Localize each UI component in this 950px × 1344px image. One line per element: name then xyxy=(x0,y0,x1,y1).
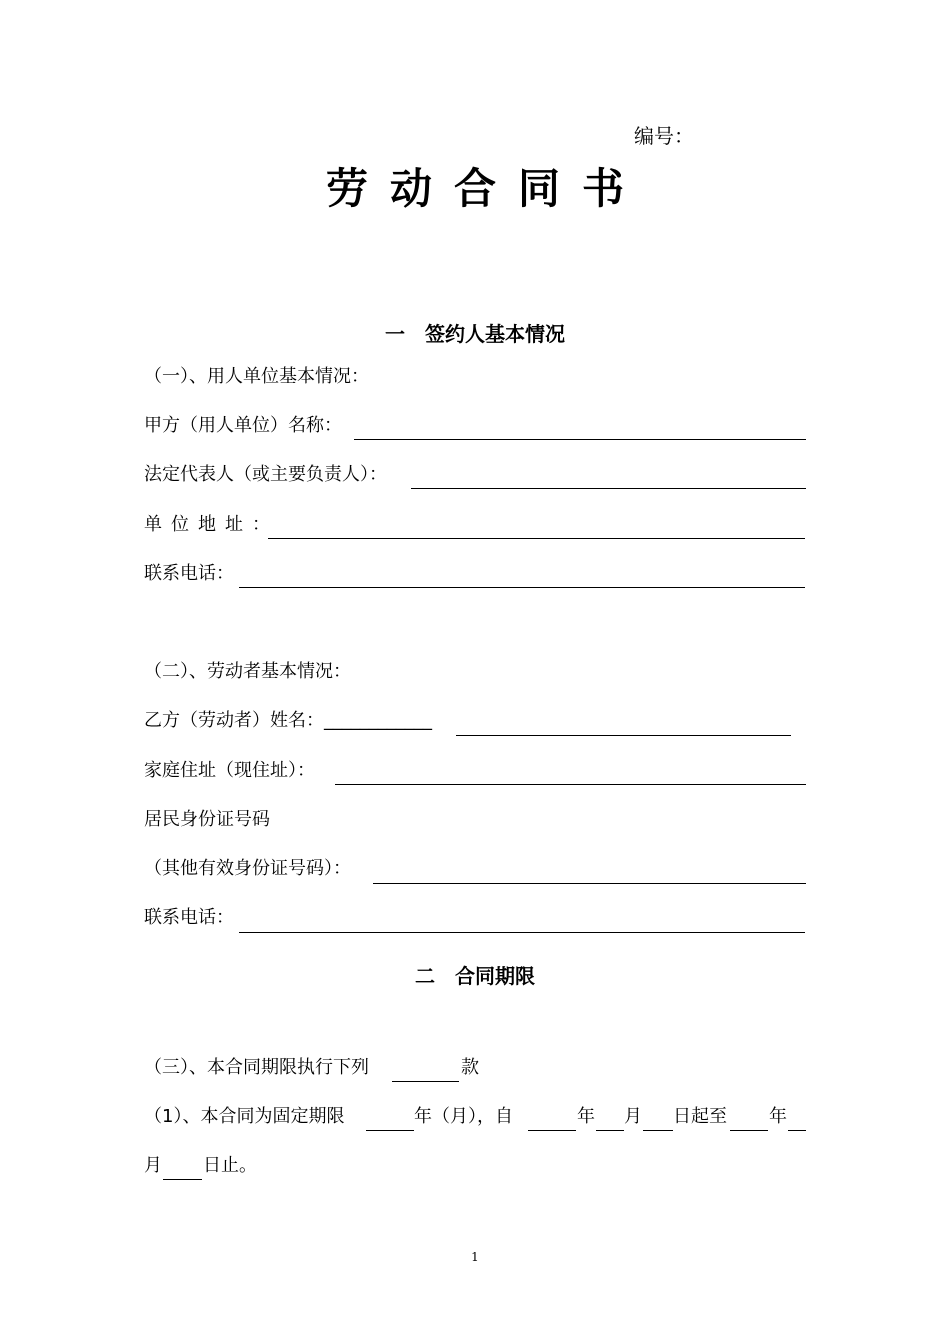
employer-name-label: 甲方（用人单位）名称： xyxy=(144,415,342,436)
end-day-field[interactable] xyxy=(163,1179,202,1180)
legal-representative-label: 法定代表人（或主要负责人）： xyxy=(144,464,387,485)
page-number: 1 xyxy=(471,1250,479,1264)
clause-3-suffix: 款 xyxy=(461,1057,479,1078)
start-year-field[interactable] xyxy=(528,1130,576,1131)
section-2-heading: 二 合同期限 xyxy=(415,964,535,988)
legal-representative-field[interactable] xyxy=(411,488,806,489)
employee-name-label: 乙方（劳动者）姓名：____________ xyxy=(144,710,432,731)
employee-subheading: （二）、劳动者基本情况： xyxy=(144,661,351,682)
home-address-field[interactable] xyxy=(335,784,806,785)
employer-phone-label: 联系电话： xyxy=(144,563,234,584)
id-number-label: 居民身份证号码 xyxy=(144,809,270,830)
end-day-text: 日止。 xyxy=(203,1155,257,1176)
id-number-field[interactable] xyxy=(373,883,806,884)
start-year-text: 年 xyxy=(577,1106,595,1127)
home-address-label: 家庭住址（现住址）： xyxy=(144,760,315,781)
clause-1-prefix: （1）、本合同为固定期限 xyxy=(144,1106,345,1127)
serial-number-label: 编号： xyxy=(634,124,694,148)
section-1-heading: 一 签约人基本情况 xyxy=(385,322,565,346)
document-title: 劳动合同书 xyxy=(325,164,646,213)
start-month-text: 月 xyxy=(624,1106,642,1127)
other-id-label: （其他有效身份证号码）： xyxy=(144,858,351,879)
employer-name-field[interactable] xyxy=(354,439,806,440)
employer-phone-field[interactable] xyxy=(239,587,805,588)
start-day-field[interactable] xyxy=(643,1130,673,1131)
clause-3-option-field[interactable] xyxy=(392,1081,459,1082)
start-day-text: 日起至 xyxy=(673,1106,727,1127)
employee-phone-label: 联系电话： xyxy=(144,907,234,928)
start-month-field[interactable] xyxy=(596,1130,624,1131)
end-year-text: 年 xyxy=(769,1106,787,1127)
end-month-field[interactable] xyxy=(788,1130,806,1131)
employer-subheading: （一）、用人单位基本情况： xyxy=(144,366,369,387)
term-length-field[interactable] xyxy=(366,1130,414,1131)
end-month-text: 月 xyxy=(144,1155,162,1176)
employer-address-label: 单位地址： xyxy=(144,514,279,535)
clause-3-prefix: （三）、本合同期限执行下列 xyxy=(144,1057,369,1078)
employee-name-field[interactable] xyxy=(456,735,791,736)
end-year-field[interactable] xyxy=(730,1130,768,1131)
employee-phone-field[interactable] xyxy=(239,932,805,933)
employer-address-field[interactable] xyxy=(268,538,805,539)
term-year-month-text: 年（月），自 xyxy=(414,1106,513,1127)
